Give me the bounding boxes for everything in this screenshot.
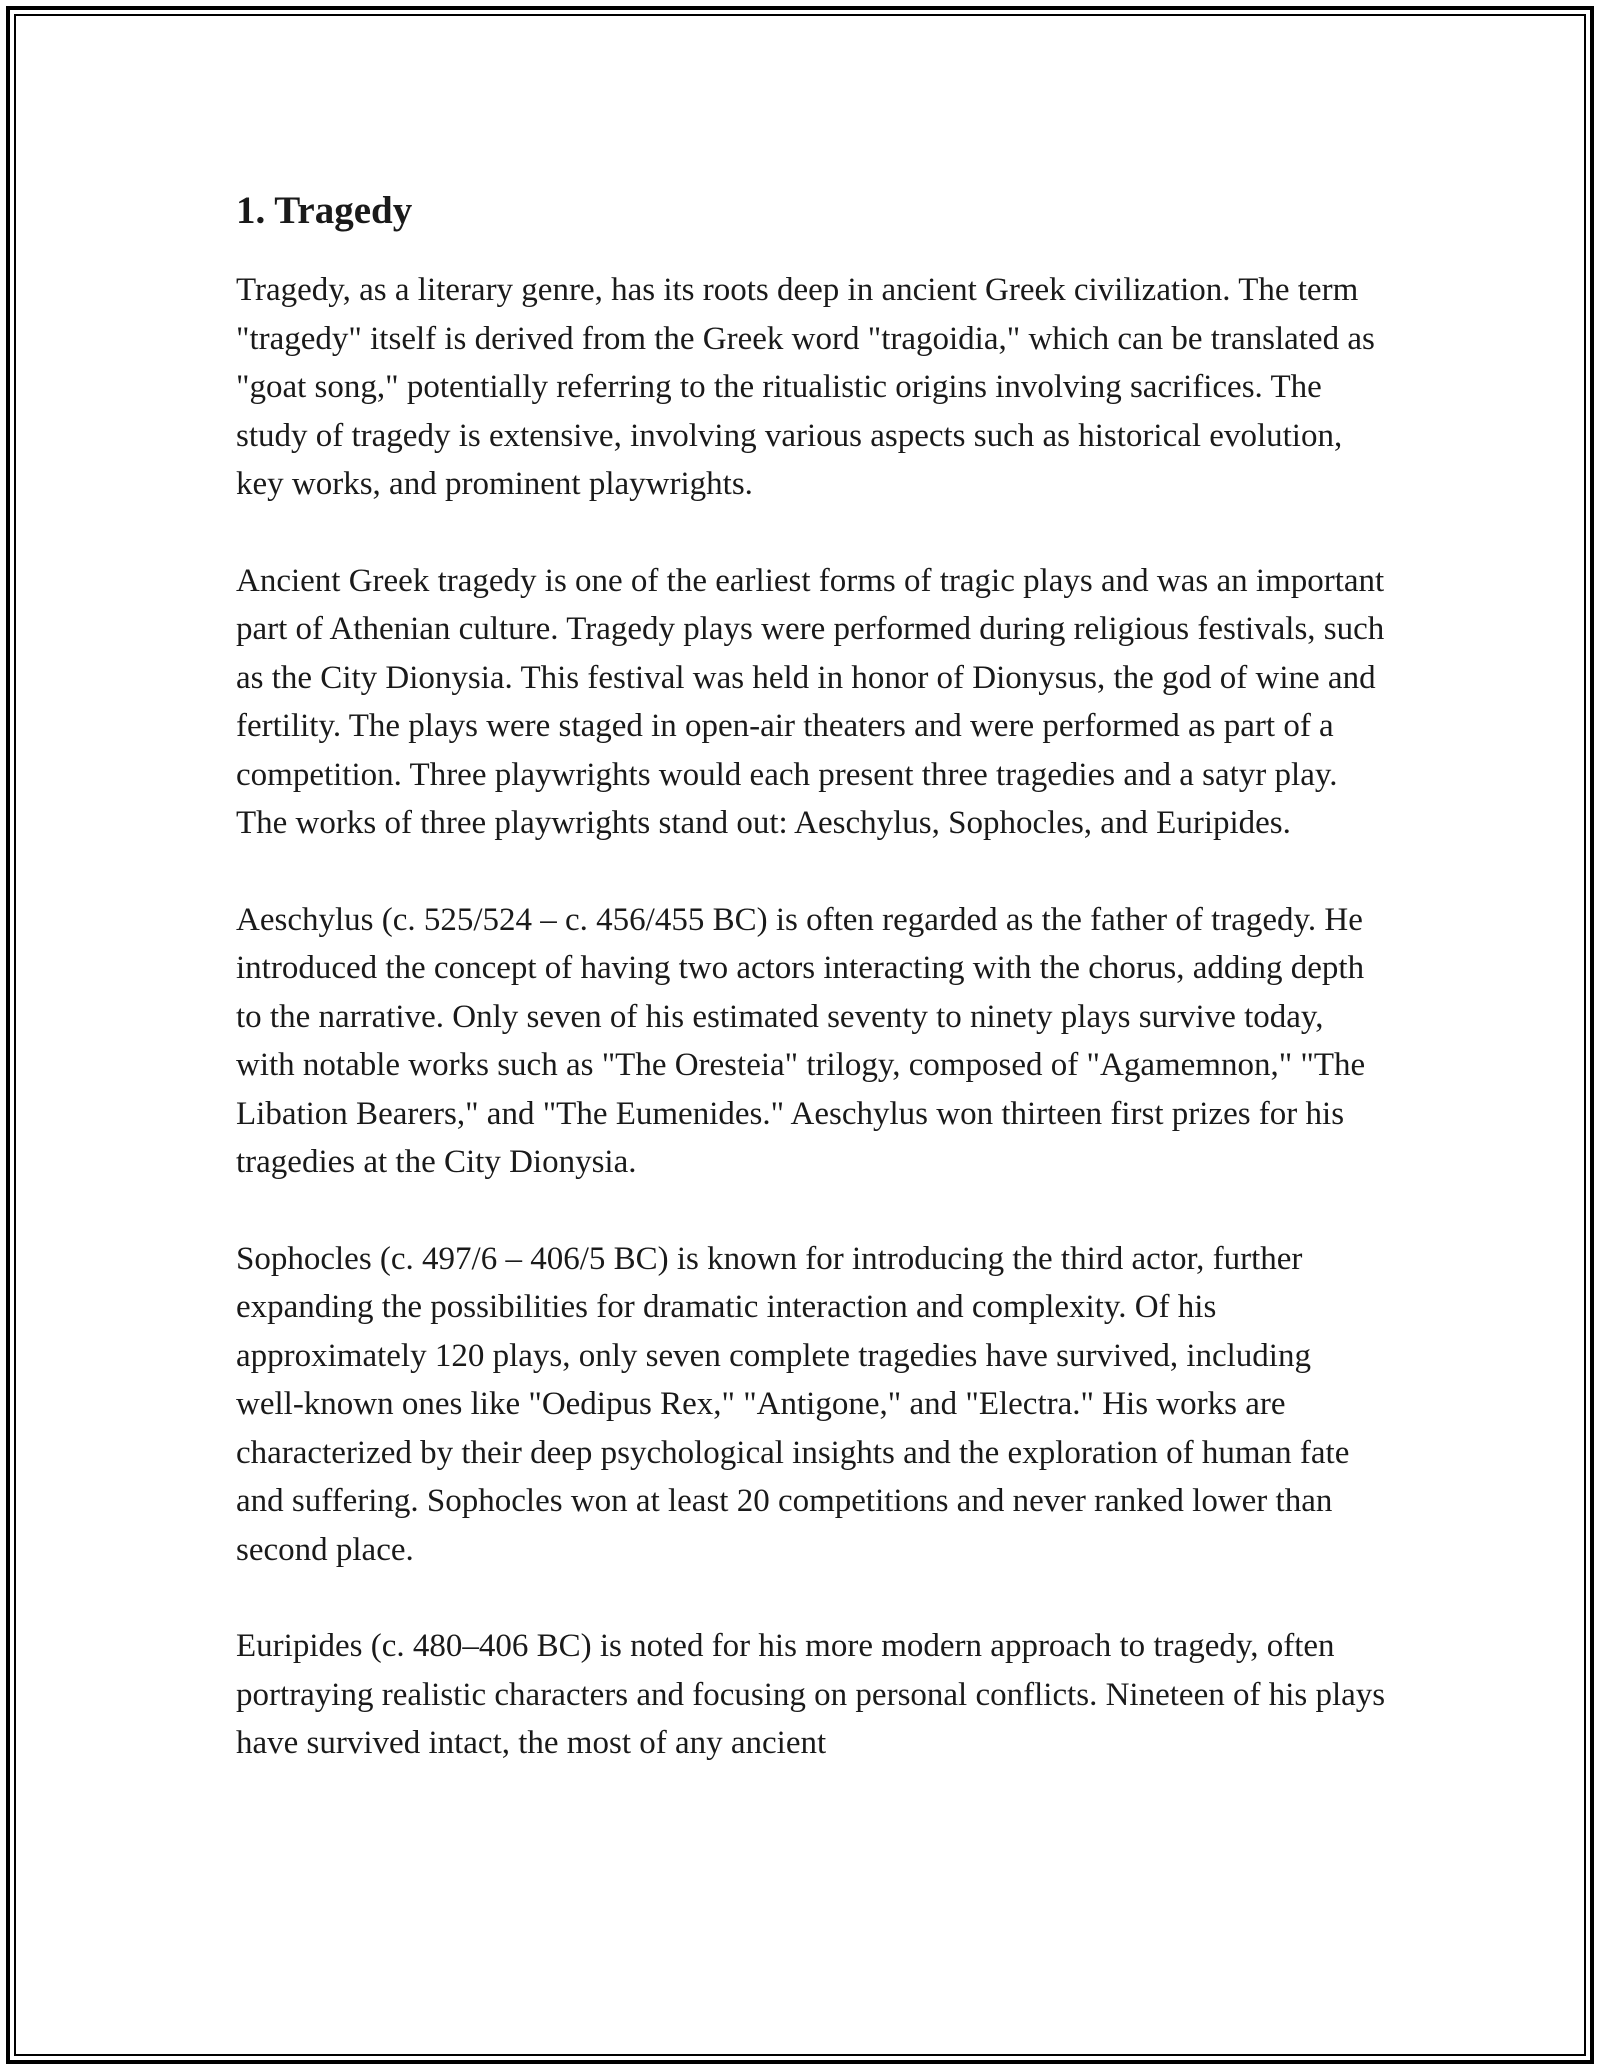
paragraph-intro: Tragedy, as a literary genre, has its roots deep in ancient Greek civilization. The term "tragedy" itself is derived from the Greek word "tragoidia," which can be translated as "goat song," potentially referring to the ritualistic origins involving sacrifices. The study of tragedy is extensive, involving various aspects such as historical evolution, key works, and prominent playwrights. — [236, 272, 1375, 502]
paragraph-ancient-greek-tragedy: Ancient Greek tragedy is one of the earliest forms of tragic plays and was an important part of Athenian culture. Tragedy plays were performed during religious festivals, such as the City Dionysia. This festival was held in honor of Dionysus, the god of wine and fertility. The plays were staged in open-air theaters and were performed as part of a competition. Three playwrights would each present three tragedies and a satyr play. The works of three playwrights stand out: Aeschylus, Sophocles, and Euripides. — [236, 562, 1385, 841]
section-heading: 1. Tragedy — [236, 189, 413, 232]
paragraph-sophocles: Sophocles (c. 497/6 – 406/5 BC) is known for introducing the third actor, further expanding the possibilities for dramatic interaction and complexity. Of his approximately 120 plays, only seven complete tragedies have survived, including well-known ones like "Oedipus Rex," "Antigone," and "Electra." His works are characterized by their deep psychological insights and the exploration of human fate and suffering. Sophocles won at least 20 competitions and never ranked lower than second place. — [236, 1240, 1350, 1568]
paragraph-aeschylus: Aeschylus (c. 525/524 – c. 456/455 BC) is often regarded as the father of tragedy. He introduced the concept of having two actors interacting with the chorus, adding depth to the narrative. Only seven of his estimated seventy to ninety plays survive today, with notable works such as "The Oresteia" trilogy, composed of "Agamemnon," "The Libation Bearers," and "The Eumenides." Aeschylus won thirteen first prizes for his tragedies at the City Dionysia. — [236, 901, 1366, 1180]
document-body — [236, 186, 1386, 1816]
paragraph-euripides: Euripides (c. 480–406 BC) is noted for his more modern approach to tragedy, often portraying realistic characters and focusing on personal conflicts. Nineteen of his plays have survived intact, the most of any ancient — [236, 1628, 1386, 1761]
